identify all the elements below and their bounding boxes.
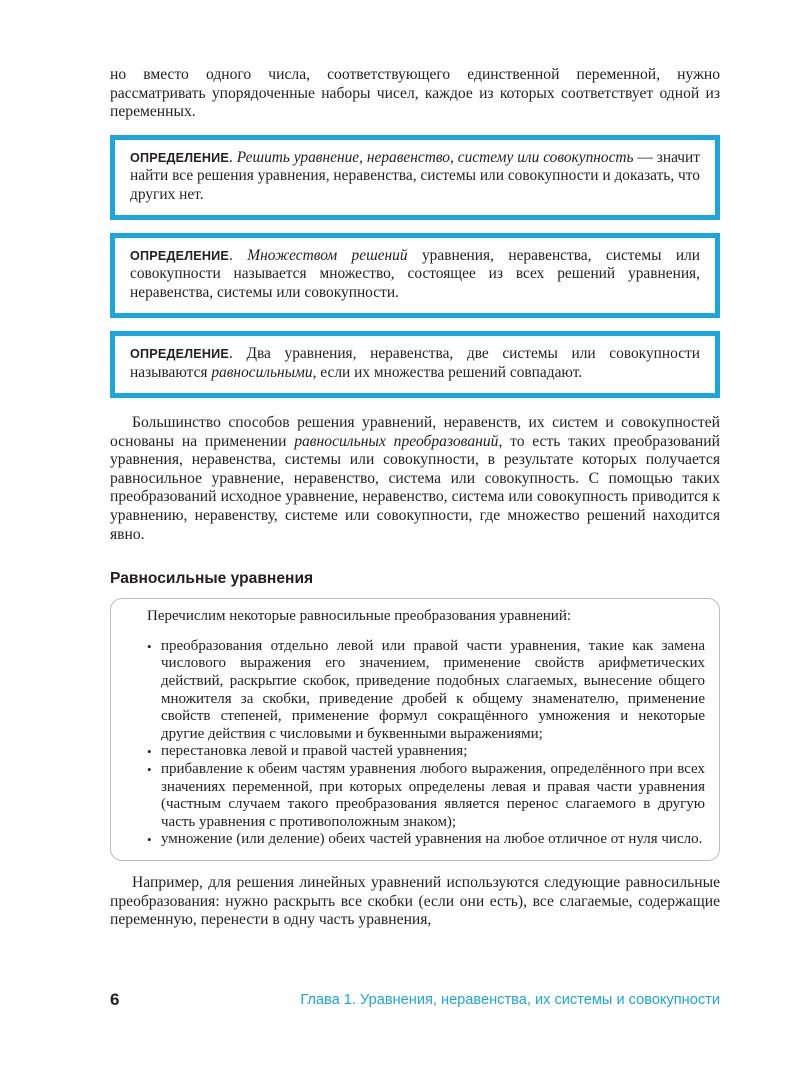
definition-body: уравнения, неравенства, системы или совокупности называется множество, состоящее из всех решений уравнения, неравенства, системы или совокупности. (130, 247, 700, 301)
definition-term: равносильными (211, 363, 313, 381)
list-item: • прибавление к обеим частям уравнения любого выражения, определённого при всех значениях переменной, при которых определены левая и правая части уравнения (частным случаем такого преобразования является перенос слагаемого в другую часть уравнения с противоположным знаком); (125, 761, 705, 831)
definition-box-3 (110, 331, 720, 398)
transformations-box (110, 598, 720, 861)
definition-label: ОПРЕДЕЛЕНИЕ (130, 347, 230, 362)
definition-text-3: ОПРЕДЕЛЕНИЕ. Два уравнения, неравенства, две системы или совокупности называются равносильными, если их множества решений совпадают. (130, 345, 700, 381)
page-number: 6 (110, 990, 120, 1009)
definition-term: Решить уравнение, неравенство, систему или совокупность (236, 148, 634, 166)
definition-body: , если их множества решений совпадают. (312, 363, 583, 381)
paragraph-text: Большинство способов решения уравнений, неравенств, их систем и совокупностей основаны на применении (110, 414, 720, 450)
transformations-list (125, 638, 705, 849)
list-item: • преобразования отдельно левой или правой части уравнения, такие как замена числового выражения его значением, применение свойств арифметических действий, раскрытие скобок, приведение подобных слагаемых, вынесение общего множителя за скобки, приведение дробей к общему знаменателю, применение свойств степеней, применение формул сокращённого умножения и некоторые другие действия с числовыми и буквенными выражениями; (125, 638, 705, 744)
list-item: • умножение (или деление) обеих частей уравнения на любое отличное от нуля число. (125, 831, 705, 849)
paragraph-term: равносильных преобразований (294, 432, 499, 450)
section-heading: Равносильные уравнения (110, 570, 314, 588)
intro-paragraph: но вместо одного числа, соответствующего единственной переменной, нужно рассматривать упорядоченные наборы чисел, каждое из которых соответствует одной из переменных. (110, 66, 720, 121)
paragraph-equivalent-transformations (110, 414, 720, 544)
definition-text-1: ОПРЕДЕЛЕНИЕ. Решить уравнение, неравенство, систему или совокупность — значит найти все решения уравнения, неравенства, системы или совокупности и доказать, что других нет. (130, 148, 700, 203)
definition-label: ОПРЕДЕЛЕНИЕ (130, 150, 230, 165)
list-item: • перестановка левой и правой частей уравнения; (125, 743, 705, 761)
definition-label: ОПРЕДЕЛЕНИЕ (130, 249, 230, 263)
paragraph-example: Например, для решения линейных уравнений используются следующие равносильные преобразования: нужно раскрыть все скобки (если они есть), все слагаемые, содержащие переменную, перенести в одну часть уравнения, (110, 873, 720, 929)
page-body (110, 66, 720, 930)
box-intro: Перечислим некоторые равносильные преобразования уравнений: (147, 608, 572, 625)
definition-box-2 (110, 233, 720, 318)
chapter-title: Глава 1. Уравнения, неравенства, их системы и совокупности (300, 992, 720, 1008)
paragraph-text: , то есть таких преобразований уравнения, неравенства, системы или совокупности, в результате которых получается равносильное уравнение, неравенство, система или совокупность. С помощью таких преобразований исходное уравнение, неравенство, система или совокупность приводится к уравнению, неравенству, системе или совокупности, где множество решений находится явно. (110, 432, 720, 543)
definition-box-1 (110, 135, 720, 220)
definition-body-pre: Два уравнения, неравенства, две системы или совокупности называются (130, 345, 700, 381)
definition-body: — значит найти все решения уравнения, неравенства, системы или совокупности и доказать, что других нет. (130, 148, 700, 203)
page-footer (110, 990, 720, 1012)
definition-text-2: ОПРЕДЕЛЕНИЕ. Множеством решений уравнения, неравенства, системы или совокупности называется множество, состоящее из всех решений уравнения, неравенства, системы или совокупности. (130, 247, 700, 301)
definition-term: Множеством решений (247, 247, 408, 264)
